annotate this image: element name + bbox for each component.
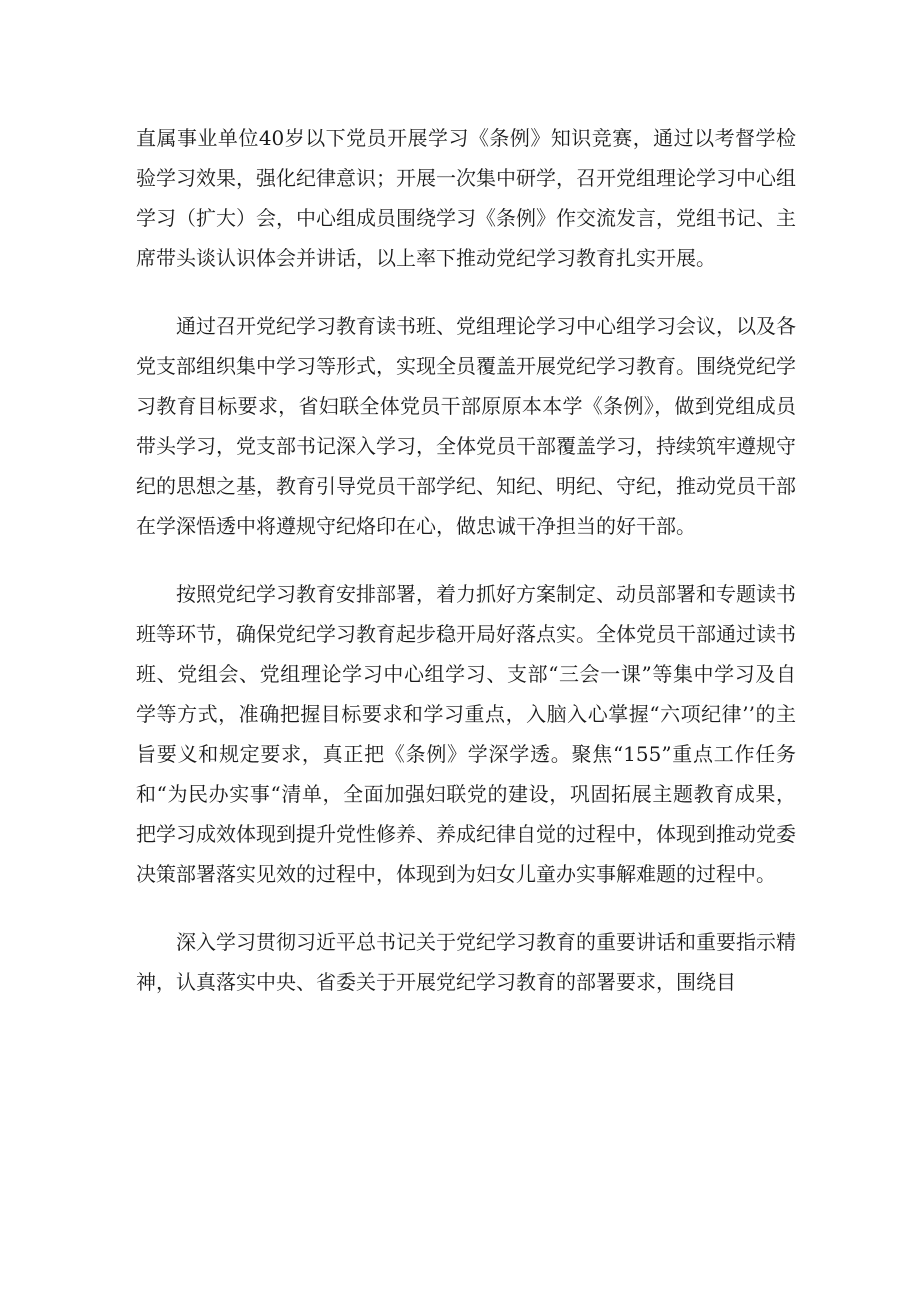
paragraph-1: 直属事业单位40岁以下党员开展学习《条例》知识竞赛，通过以考督学检验学习效果，强化纪律意识；开展一次集中研学，召开党组理论学习中心组学习（扩大）会，中心组成员围绕学习《条例》作交流发言，党组书记、主席带头谈认识体会并讲话，以上率下推动党纪学习教育扎实开展。: [136, 126, 796, 270]
paragraph-3: 按照党纪学习教育安排部署，着力抓好方案制定、动员部署和专题读书班等环节，确保党纪学习教育起步稳开局好落点实。全体党员干部通过读书班、党组会、党组理论学习中心组学习、支部“三会一课”等集中学习及自学等方式，准确把握目标要求和学习重点，入脑入心掌握“六项纪律’’的主旨要义和规定要求，真正把《条例》学深学透。聚焦“155”重点工作任务和“为民办实事“清单，全面加强妇联党的建设，巩固拓展主题教育成果，把学习成效体现到提升党性修养、养成纪律自觉的过程中，体现到推动党委决策部署落实见效的过程中，体现到为妇女儿童办实事解难题的过程中。: [136, 582, 796, 886]
document-body: [136, 118, 796, 1030]
paragraph-2: 通过召开党纪学习教育读书班、党组理论学习中心组学习会议，以及各党支部组织集中学习等形式，实现全员覆盖开展党纪学习教育。围绕党纪学习教育目标要求，省妇联全体党员干部原原本本学《条例》，做到党组成员带头学习，党支部书记深入学习，全体党员干部覆盖学习，持续筑牢遵规守纪的思想之基，教育引导党员干部学纪、知纪、明纪、守纪，推动党员干部在学深悟透中将遵规守纪烙印在心，做忠诚干净担当的好干部。: [136, 314, 796, 538]
paragraph-4: 深入学习贯彻习近平总书记关于党纪学习教育的重要讲话和重要指示精神，认真落实中央、省委关于开展党纪学习教育的部署要求，围绕目: [136, 930, 796, 994]
